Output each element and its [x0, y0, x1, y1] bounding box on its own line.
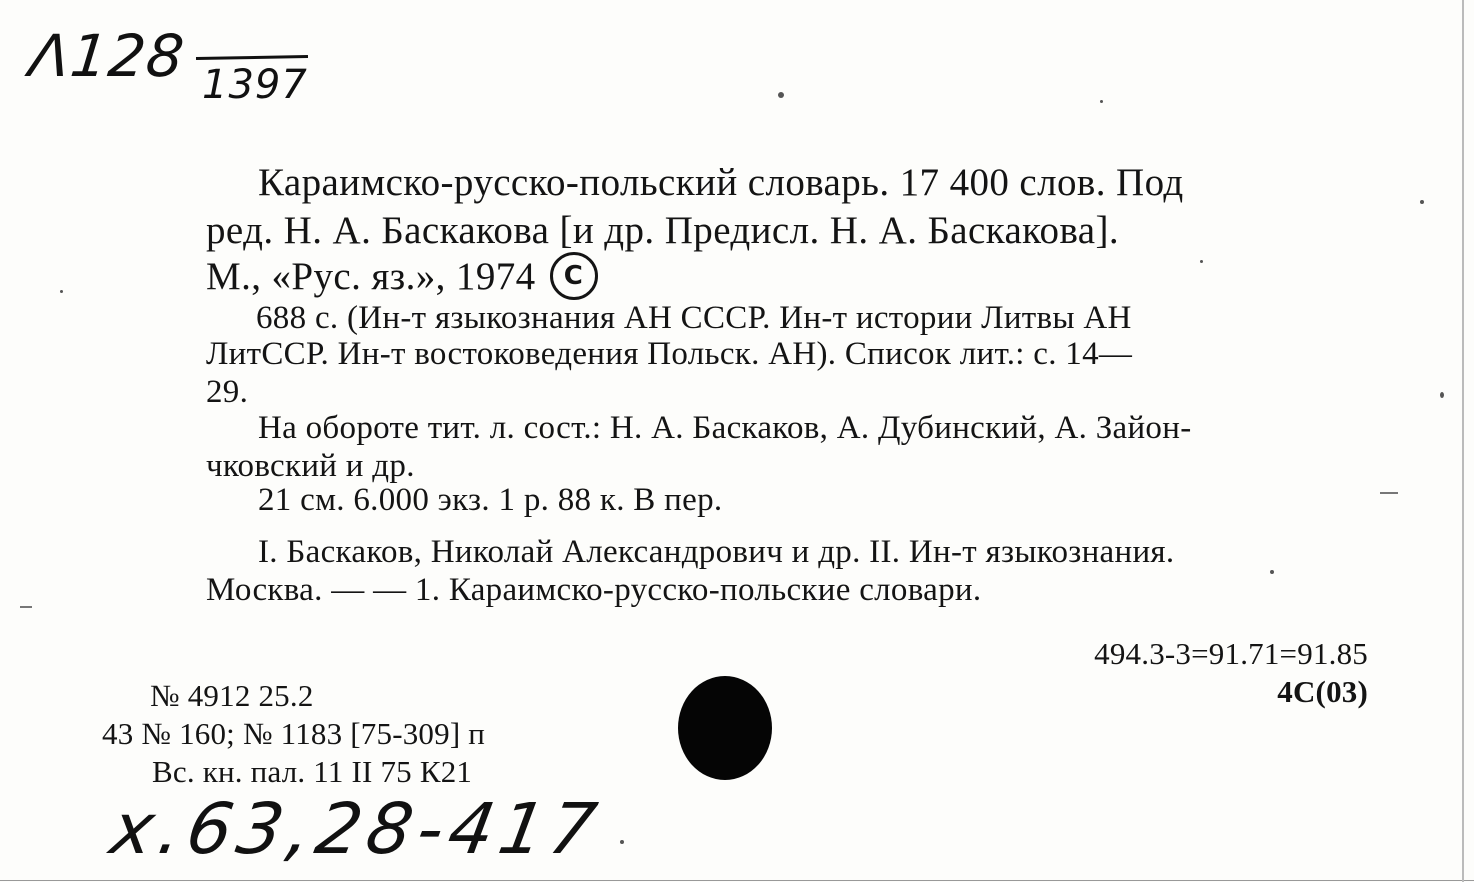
classification-code: 494.3-3=91.71=91.85 — [1094, 636, 1368, 671]
title-line-2: ред. Н. А. Баскакова [и др. Предисл. Н. А. Баскакова]. — [206, 209, 1120, 252]
copyright-icon: C — [550, 252, 598, 300]
scan-mark — [20, 606, 32, 608]
scan-speck — [1100, 100, 1103, 103]
handwritten-inventory-number: х.63,28-417 — [104, 788, 609, 870]
punch-hole — [678, 676, 772, 780]
title-line-3 — [206, 254, 598, 304]
card-bottom-edge — [0, 880, 1474, 881]
scan-speck — [1440, 392, 1444, 398]
registry-line-3: Вс. кн. пал. 11 II 75 К21 — [152, 754, 473, 789]
scan-speck — [1200, 260, 1203, 263]
scan-speck — [620, 840, 624, 844]
scan-speck — [1270, 570, 1274, 574]
handwritten-shelfmark-sub: 1397 — [202, 62, 308, 108]
note-line-1: На обороте тит. л. сост.: Н. А. Баскаков, А. Дубинский, А. Зайон- — [258, 410, 1192, 446]
description-line-2: ЛитССР. Ин-т востоковедения Польск. АН). Список лит.: с. 14— — [206, 336, 1133, 372]
description-line-1: 688 с. (Ин-т языкознания АН СССР. Ин-т истории Литвы АН — [256, 300, 1132, 336]
title-line-1: Караимско-русско-польский словарь. 17 400 слов. Под — [258, 161, 1184, 204]
scan-mark — [1380, 492, 1398, 494]
scan-speck — [778, 92, 784, 98]
format-line: 21 см. 6.000 экз. 1 р. 88 к. В пер. — [258, 482, 723, 518]
imprint-text: М., «Рус. яз.», 1974 — [206, 255, 536, 298]
description-line-3: 29. — [206, 374, 249, 410]
registry-line-2: 43 № 160; № 1183 [75-309] п — [102, 716, 486, 751]
note-line-2: чковский и др. — [206, 448, 415, 484]
scan-speck — [1420, 200, 1424, 204]
scan-speck — [60, 290, 63, 293]
registry-line-1: № 4912 25.2 — [150, 678, 314, 713]
index-line-1: I. Баскаков, Николай Александрович и др. II. Ин-т языкознания. — [258, 534, 1175, 570]
index-line-2: Москва. — — 1. Караимско-русско-польские словари. — [206, 572, 982, 608]
card-right-edge — [1462, 0, 1464, 882]
handwritten-shelfmark: Λ128 — [26, 22, 188, 90]
catalog-code: 4С(03) — [1277, 674, 1368, 709]
shelfmark-fraction-line — [196, 55, 308, 60]
